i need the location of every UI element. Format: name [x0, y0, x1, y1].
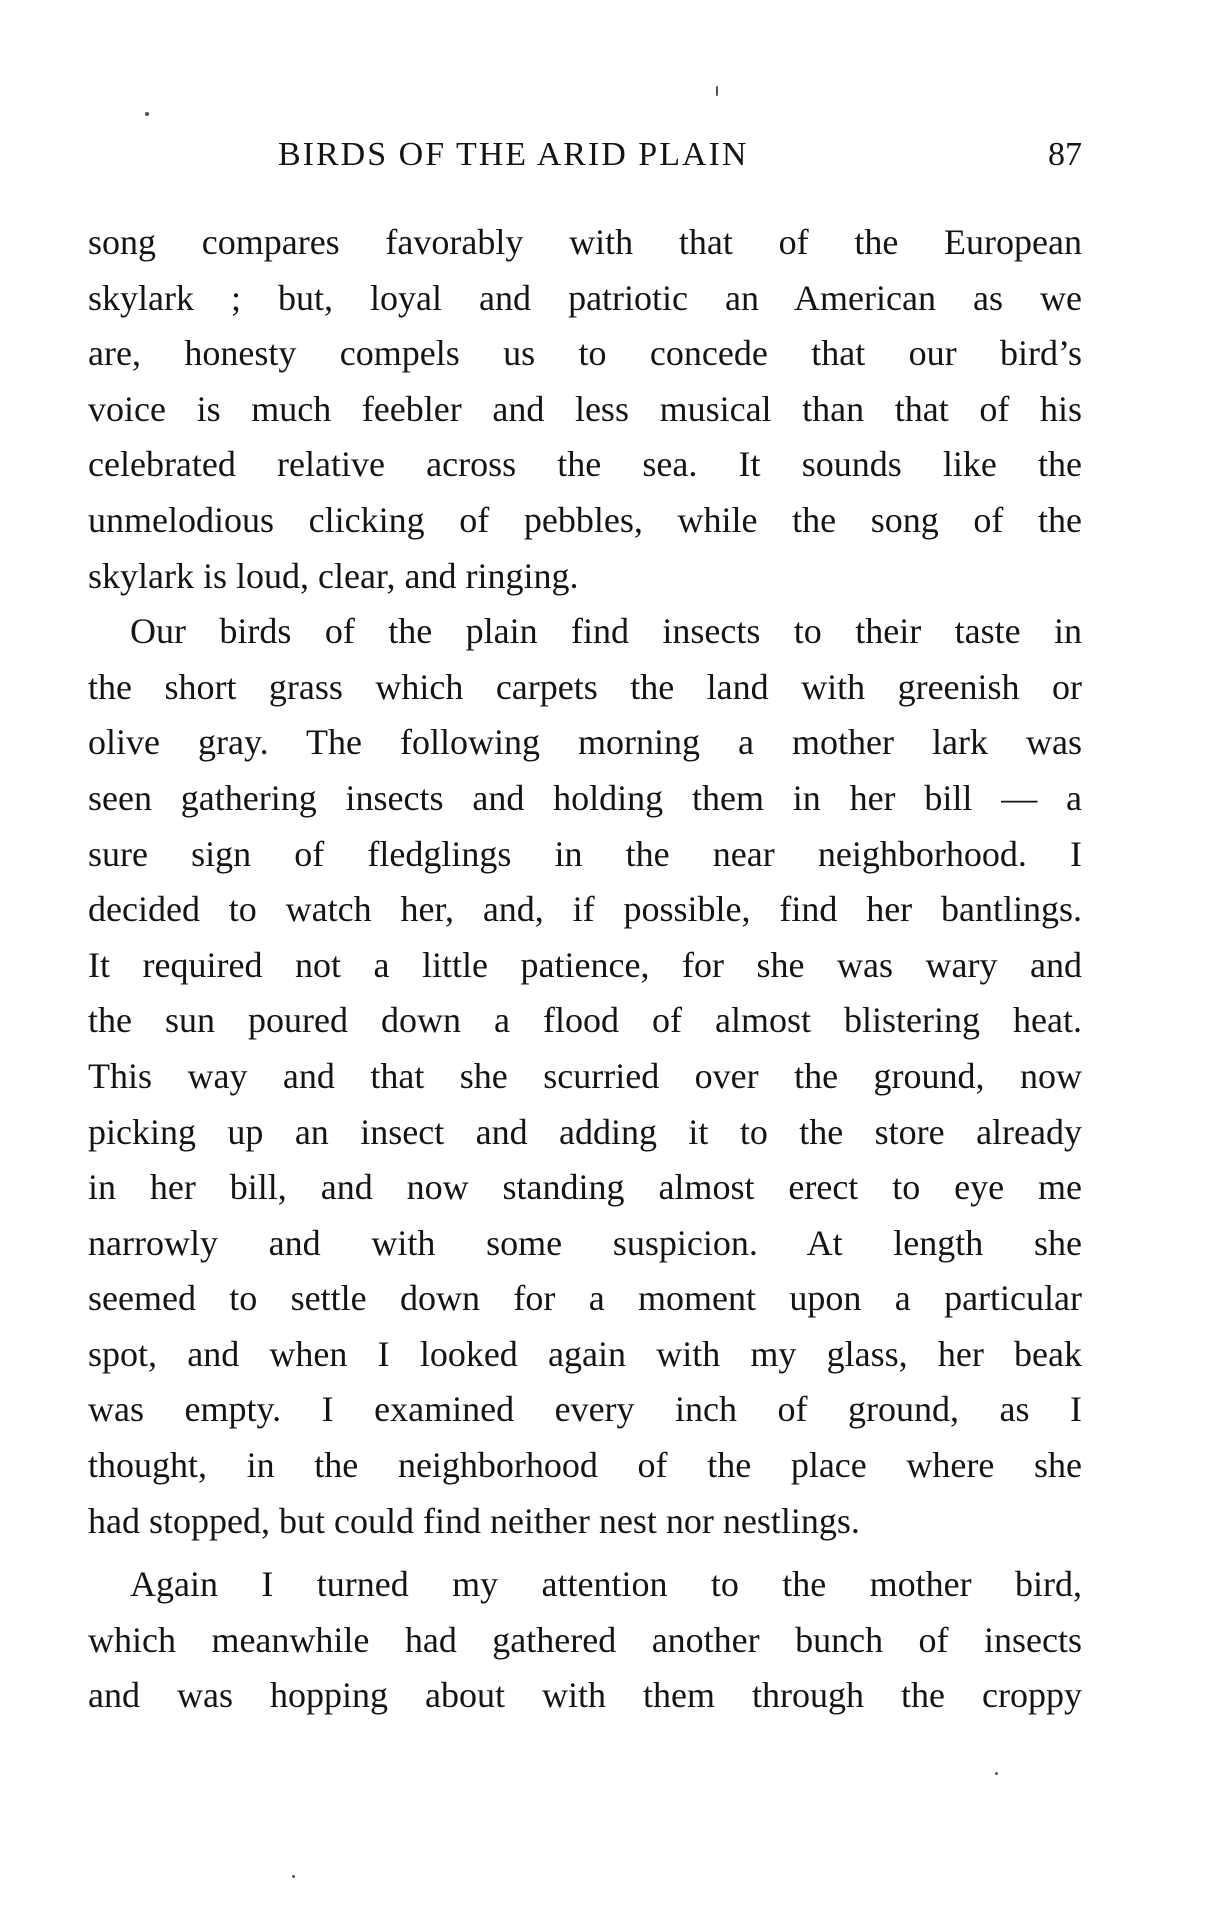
- text-line: Again I turned my attention to the mother bird,: [130, 1564, 1082, 1605]
- scan-speck: [716, 86, 718, 96]
- text-line: had stopped, but could find neither nest nor nestlings.: [88, 1500, 860, 1541]
- text-line: spot, and when I looked again with my glass, her beak: [88, 1333, 1082, 1374]
- text-line: It required not a little patience, for she was wary and: [88, 944, 1082, 985]
- text-line: was empty. I examined every inch of ground, as I: [88, 1389, 1082, 1430]
- text-line: skylark ; but, loyal and patriotic an American as we: [88, 277, 1082, 318]
- text-line: the sun poured down a flood of almost blistering heat.: [88, 1000, 1082, 1041]
- text-line: sure sign of fledglings in the near neighborhood. I: [88, 833, 1082, 874]
- scan-speck: [145, 112, 149, 116]
- body-text: [88, 215, 1082, 1724]
- text-line: unmelodious clicking of pebbles, while the song of the: [88, 499, 1082, 540]
- text-line: in her bill, and now standing almost erect to eye me: [88, 1167, 1082, 1208]
- text-line: voice is much feebler and less musical than that of his: [88, 388, 1082, 429]
- scan-speck: [292, 1875, 295, 1878]
- paragraph-3: [88, 1557, 1082, 1724]
- text-line: skylark is loud, clear, and ringing.: [88, 555, 579, 596]
- text-line: song compares favorably with that of the European: [88, 222, 1082, 262]
- paragraph-1: [88, 215, 1082, 604]
- running-head-title: BIRDS OF THE ARID PLAIN: [278, 136, 749, 173]
- text-line: seen gathering insects and holding them in her bill — a: [88, 777, 1082, 818]
- text-line: thought, in the neighborhood of the place where she: [88, 1445, 1082, 1486]
- text-line: and was hopping about with them through the croppy: [88, 1675, 1082, 1716]
- text-line: celebrated relative across the sea. It sounds like the: [88, 444, 1082, 485]
- paragraph-gap: [88, 1549, 1082, 1557]
- text-line: the short grass which carpets the land with greenish or: [88, 666, 1082, 707]
- paragraph-2: [88, 604, 1082, 1549]
- text-line: are, honesty compels us to concede that our bird’s: [88, 333, 1082, 374]
- text-line: Our birds of the plain find insects to their taste in: [130, 611, 1082, 652]
- scan-speck: [995, 1772, 998, 1775]
- text-line: narrowly and with some suspicion. At length she: [88, 1222, 1082, 1263]
- running-head: [86, 136, 1082, 180]
- text-line: decided to watch her, and, if possible, find her bantlings.: [88, 889, 1082, 930]
- text-line: seemed to settle down for a moment upon a particular: [88, 1278, 1082, 1319]
- page-number: 87: [1048, 136, 1082, 173]
- text-line: This way and that she scurried over the ground, now: [88, 1055, 1082, 1096]
- text-line: picking up an insect and adding it to the store already: [88, 1111, 1082, 1152]
- text-line: olive gray. The following morning a mother lark was: [88, 722, 1082, 763]
- text-line: which meanwhile had gathered another bunch of insects: [88, 1619, 1082, 1660]
